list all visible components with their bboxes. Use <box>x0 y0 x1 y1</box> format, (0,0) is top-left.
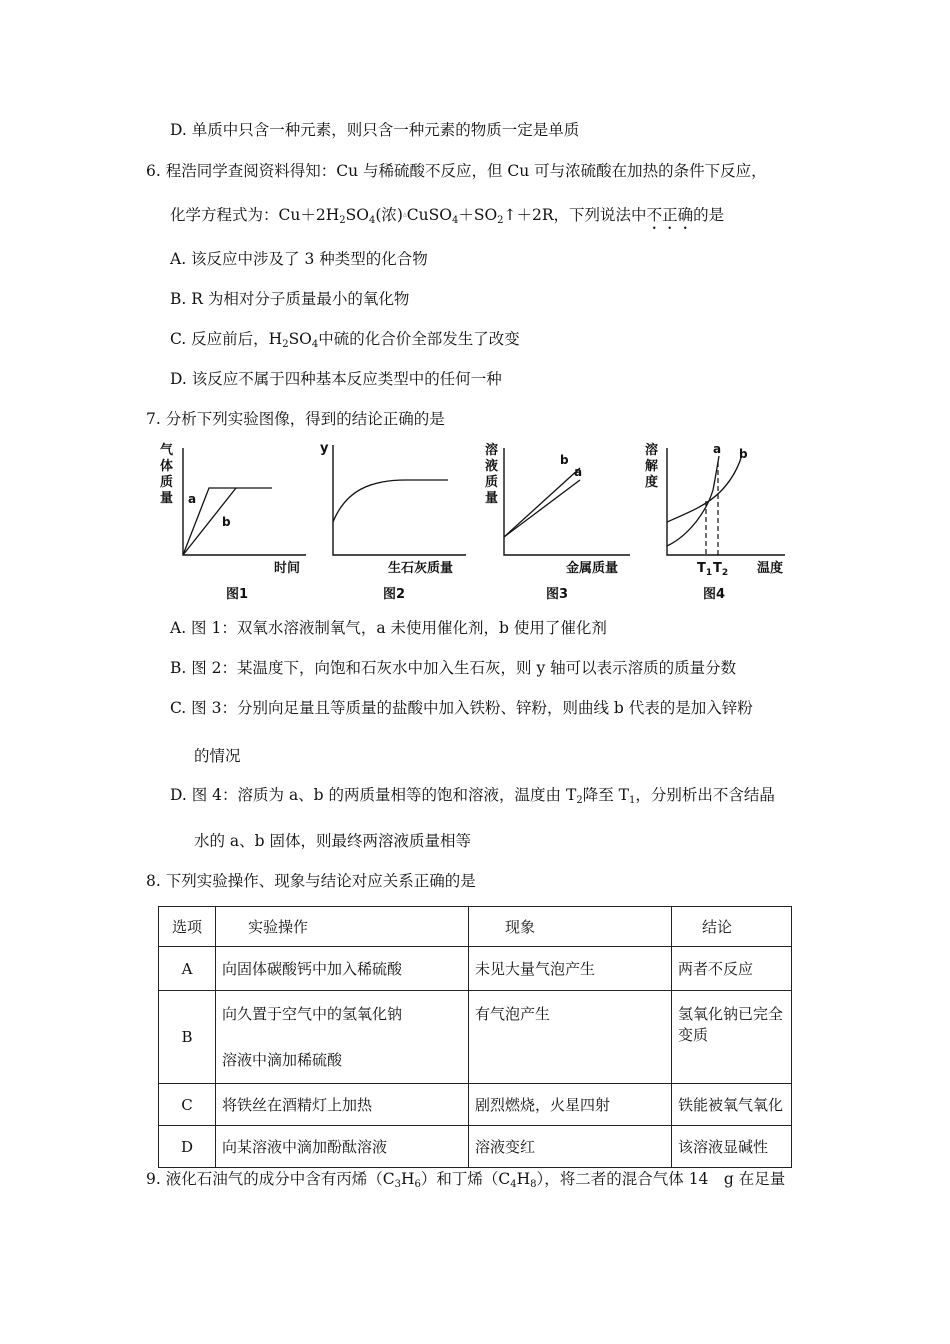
figure-2 <box>316 440 476 605</box>
table-row <box>159 991 792 1084</box>
fig2-ylabel: y <box>320 441 329 456</box>
fig1-xlabel: 时间 <box>274 561 301 576</box>
cell-conclusion: 氢氧化钠已完全变质 <box>672 991 792 1084</box>
fig4-label-a: a <box>713 442 722 456</box>
fig3-label-b: b <box>560 453 569 467</box>
cell-operation-line2: 溶液中滴加稀硫酸 <box>222 1051 343 1069</box>
q6-option-a: A. 该反应中涉及了 3 种类型的化合物 <box>170 250 428 268</box>
q6-option-d: D. 该反应不属于四种基本反应类型中的任何一种 <box>170 370 502 388</box>
header-phenomenon: 现象 <box>469 907 672 947</box>
q6-equation: 化学方程式为：$Cu+2H_2SO_4$(浓)$^\triangle CuSO_4+SO_2↑+2R$，下列说法中不正确的是 <box>170 206 725 226</box>
fig4-curve-a <box>667 456 719 546</box>
fig3-label-a: a <box>574 465 583 479</box>
q8-stem: 8. 下列实验操作、现象与结论对应关系正确的是 <box>146 872 476 890</box>
fig4-ylabel-1: 溶 <box>645 443 659 458</box>
fig4-xlabel: 温度 <box>757 561 784 576</box>
fig1-label-b: b <box>222 515 231 529</box>
fig4-t1-label: $T_1$ <box>697 561 713 578</box>
fig4-t2-label: $T_2$ <box>713 561 729 578</box>
cell-operation: 将铁丝在酒精灯上加热 <box>216 1084 469 1126</box>
fig4-caption: 图4 <box>703 587 726 602</box>
fig3-ylabel-2: 液 <box>485 459 499 474</box>
fig2-curve <box>333 480 448 522</box>
cell-phenomenon: 有气泡产生 <box>469 991 672 1084</box>
q7-option-d-line1: D. 图 4：溶质为 a、b 的两质量相等的饱和溶液，温度由 $T_2$降至 $T_1$，分别析出不含结晶 <box>170 786 775 806</box>
table-row <box>159 947 792 991</box>
q7-option-b: B. 图 2：某温度下，向饱和石灰水中加入生石灰，则 y 轴可以表示溶质的质量分数 <box>170 659 737 677</box>
fig3-xlabel: 金属质量 <box>566 561 619 576</box>
header-conclusion: 结论 <box>672 907 792 947</box>
fig3-ylabel-1: 溶 <box>485 443 499 458</box>
emphasis-not-correct: 不正确 <box>646 206 694 224</box>
fig1-axes <box>183 448 306 555</box>
figure-1 <box>156 440 316 605</box>
table-row <box>159 1126 792 1168</box>
figure-3 <box>482 440 642 605</box>
fig3-ylabel-3: 质 <box>485 475 499 490</box>
heat-condition: △ <box>402 212 407 218</box>
experiment-table <box>158 906 792 1168</box>
q9-stem: 9. 液化石油气的成分中含有丙烯$(C_3H_6)$和丁烯$(C_4H_8)$，将二者的混合气体 14 g 在足量 <box>146 1170 786 1190</box>
fig1-ylabel-1: 气 <box>160 443 174 458</box>
cell-conclusion: 铁能被氧气氧化 <box>672 1084 792 1126</box>
cell-operation <box>216 991 469 1084</box>
header-operation: 实验操作 <box>216 907 469 947</box>
fig1-ylabel-2: 体 <box>160 459 174 474</box>
q7-option-d-line2: 水的 a、b 固体，则最终两溶液质量相等 <box>194 832 472 850</box>
q6-stem: 6. 程浩同学查阅资料得知：Cu 与稀硫酸不反应，但 Cu 可与浓硫酸在加热的条件下反应， <box>146 162 767 180</box>
cell-conclusion: 两者不反应 <box>672 947 792 991</box>
cell-option: A <box>159 947 216 991</box>
fig1-caption: 图1 <box>226 587 249 602</box>
fig3-curve-a <box>504 480 580 537</box>
fig1-ylabel-4: 量 <box>160 491 174 506</box>
q5-option-d: D. 单质中只含一种元素，则只含一种元素的物质一定是单质 <box>170 121 580 139</box>
cell-option: B <box>159 991 216 1084</box>
cell-phenomenon: 未见大量气泡产生 <box>469 947 672 991</box>
cell-operation-line1: 向久置于空气中的氢氧化钠 <box>222 1005 403 1023</box>
q6-option-b: B. R 为相对分子质量最小的氧化物 <box>170 290 410 308</box>
fig3-caption: 图3 <box>546 587 569 602</box>
q7-option-c-line2: 的情况 <box>194 747 241 765</box>
fig2-axes <box>333 445 466 555</box>
header-option: 选项 <box>159 907 216 947</box>
figure-4 <box>645 440 805 605</box>
fig2-caption: 图2 <box>383 587 406 602</box>
cell-operation: 向某溶液中滴加酚酞溶液 <box>216 1126 469 1168</box>
fig1-label-a: a <box>188 492 197 506</box>
fig4-curve-b <box>667 458 741 522</box>
q7-option-a: A. 图 1：双氧水溶液制氧气，a 未使用催化剂，b 使用了催化剂 <box>170 619 607 637</box>
cell-phenomenon: 剧烈燃烧，火星四射 <box>469 1084 672 1126</box>
q6-option-c: C. 反应前后，$H_2SO_4$中硫的化合价全部发生了改变 <box>170 330 520 350</box>
cell-option: D <box>159 1126 216 1168</box>
fig4-ylabel-3: 度 <box>645 475 659 490</box>
q7-stem: 7. 分析下列实验图像，得到的结论正确的是 <box>146 410 445 428</box>
fig4-label-b: b <box>739 447 748 461</box>
cell-operation: 向固体碳酸钙中加入稀硫酸 <box>216 947 469 991</box>
fig3-curve-b <box>504 468 580 537</box>
fig4-axes <box>667 448 785 555</box>
cell-conclusion: 该溶液显碱性 <box>672 1126 792 1168</box>
fig1-ylabel-3: 质 <box>160 475 174 490</box>
table-header-row <box>159 907 792 947</box>
table-row <box>159 1084 792 1126</box>
cell-option: C <box>159 1084 216 1126</box>
q7-option-c-line1: C. 图 3：分别向足量且等质量的盐酸中加入铁粉、锌粉，则曲线 b 代表的是加入锌粉 <box>170 699 753 717</box>
fig3-ylabel-4: 量 <box>485 491 499 506</box>
fig2-xlabel: 生石灰质量 <box>388 561 454 576</box>
cell-phenomenon: 溶液变红 <box>469 1126 672 1168</box>
fig4-ylabel-2: 解 <box>645 459 659 474</box>
